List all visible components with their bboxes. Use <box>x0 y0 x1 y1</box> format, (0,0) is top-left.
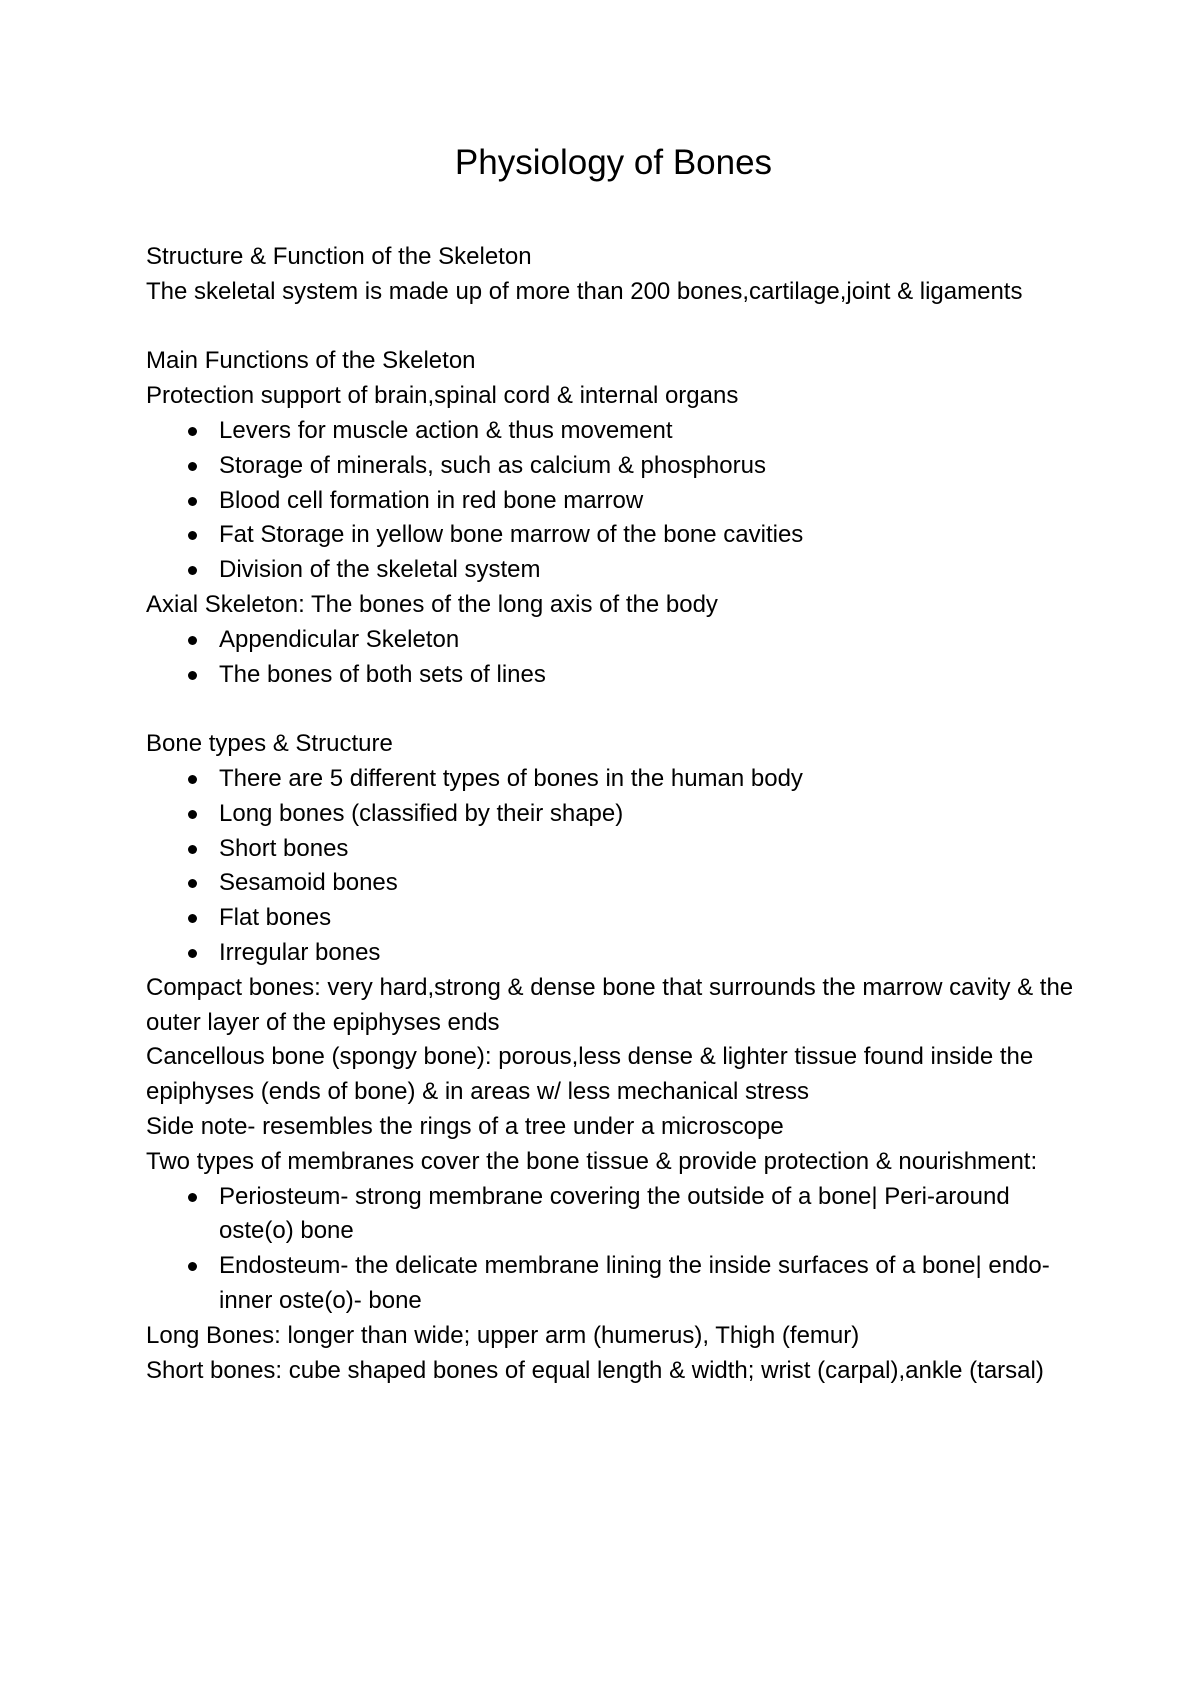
bullet-item <box>146 762 1076 797</box>
bullet-list <box>146 414 1076 588</box>
document-body <box>146 240 1076 1388</box>
text-line: Structure & Function of the Skeleton <box>146 243 532 270</box>
bullet-icon <box>188 845 197 854</box>
bullet-item <box>146 414 1076 449</box>
text-line: Long Bones: longer than wide; upper arm (humerus), Thigh (femur) <box>146 1321 860 1349</box>
bullet-item <box>146 832 1076 867</box>
text-line: Bone types & Structure <box>146 730 393 758</box>
text-line: Axial Skeleton: The bones of the long axis of the body <box>146 590 718 618</box>
bullet-text: The bones of both sets of lines <box>219 660 546 688</box>
bullet-icon <box>188 427 197 436</box>
bullet-text: Short bones <box>219 834 349 862</box>
text-line: Two types of membranes cover the bone tissue & provide protection & nourishment: <box>146 1147 1038 1175</box>
bullet-icon <box>188 671 197 680</box>
bullet-list <box>146 1180 1076 1319</box>
bullet-list <box>146 623 1076 693</box>
bullet-text: Fat Storage in yellow bone marrow of the bone cavities <box>219 521 804 549</box>
bullet-item <box>146 553 1076 588</box>
text-line: Short bones: cube shaped bones of equal length & width; wrist (carpal),ankle (tarsal) <box>146 1356 1044 1384</box>
bullet-item <box>146 658 1076 693</box>
bullet-icon <box>188 775 197 784</box>
bullet-text: There are 5 different types of bones in the human body <box>219 764 803 792</box>
bullet-text: Appendicular Skeleton <box>219 625 460 653</box>
text-line: Main Functions of the Skeleton <box>146 347 476 375</box>
bullet-item <box>146 484 1076 519</box>
bullet-icon <box>188 636 197 645</box>
blank-line <box>146 692 1076 727</box>
text-line: The skeletal system is made up of more than 200 bones,cartilage,joint & ligaments <box>146 277 1023 305</box>
bullet-text: Levers for muscle action & thus movement <box>219 416 673 444</box>
bullet-text: Blood cell formation in red bone marrow <box>219 486 644 514</box>
blank-line <box>146 310 1076 345</box>
text-line: Cancellous bone (spongy bone): porous,less dense & lighter tissue found inside the epiphyses (ends of bone) & in areas w/ less mechanical stress <box>146 1043 1034 1106</box>
bullet-item <box>146 866 1076 901</box>
bullet-item <box>146 449 1076 484</box>
bullet-icon <box>188 914 197 923</box>
bullet-icon <box>188 1193 197 1202</box>
text-line: Compact bones: very hard,strong & dense bone that surrounds the marrow cavity & the outer layer of the epiphyses ends <box>146 973 1074 1036</box>
bullet-item <box>146 1249 1076 1319</box>
bullet-icon <box>188 1262 197 1271</box>
bullet-item <box>146 623 1076 658</box>
bullet-text: Endosteum- the delicate membrane lining the inside surfaces of a bone| endo-inner oste(o)- bone <box>219 1252 1050 1314</box>
bullet-text: Flat bones <box>219 904 332 932</box>
bullet-icon <box>188 810 197 819</box>
bullet-icon <box>188 462 197 471</box>
bullet-item <box>146 518 1076 553</box>
bullet-text: Irregular bones <box>219 938 381 966</box>
page-title: Physiology of Bones <box>454 143 773 182</box>
bullet-text: Periosteum- strong membrane covering the outside of a bone| Peri-around oste(o) bone <box>219 1182 1010 1245</box>
text-line: Side note- resembles the rings of a tree under a microscope <box>146 1112 784 1140</box>
bullet-item <box>146 797 1076 832</box>
bullet-icon <box>188 531 197 540</box>
bullet-item <box>146 901 1076 936</box>
bullet-text: Storage of minerals, such as calcium & phosphorus <box>219 451 766 479</box>
bullet-item <box>146 936 1076 971</box>
bullet-icon <box>188 497 197 506</box>
bullet-icon <box>188 566 197 575</box>
text-line: Protection support of brain,spinal cord & internal organs <box>146 382 739 410</box>
bullet-icon <box>188 879 197 888</box>
bullet-item <box>146 1180 1076 1250</box>
bullet-text: Division of the skeletal system <box>219 556 541 584</box>
bullet-text: Long bones (classified by their shape) <box>219 799 624 827</box>
bullet-icon <box>188 949 197 958</box>
bullet-list <box>146 762 1076 971</box>
bullet-text: Sesamoid bones <box>219 869 398 897</box>
